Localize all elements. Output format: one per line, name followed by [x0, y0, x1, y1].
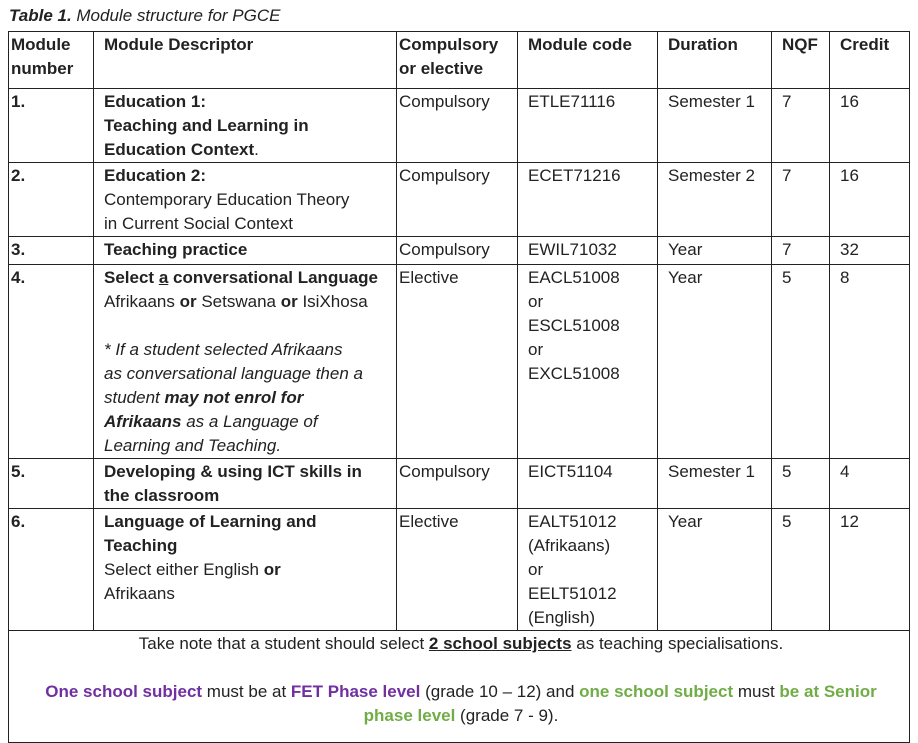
- module-nqf: 7: [772, 237, 830, 265]
- module-number: 6.: [9, 509, 94, 631]
- header-compulsory-or-elective: Compulsory or elective: [397, 32, 518, 89]
- table-row: [9, 509, 910, 631]
- caption-text: Module structure for PGCE: [71, 6, 281, 25]
- header-module-descriptor: Module Descriptor: [94, 32, 397, 89]
- module-structure-table: [8, 31, 910, 743]
- module-code: EACL51008 or ESCL51008 or EXCL51008: [518, 265, 658, 459]
- module-code: ETLE71116: [518, 89, 658, 163]
- module-descriptor: Teaching practice: [94, 237, 397, 265]
- footer-note-line-2: One school subject must be at FET Phase level (grade 10 – 12) and one school subject must be at Senior phase level (grade 7 - 9).: [45, 682, 877, 725]
- module-duration: Year: [658, 265, 772, 459]
- module-nqf: 5: [772, 459, 830, 509]
- table-row: [9, 89, 910, 163]
- module-descriptor: Education 2: Contemporary Education Theory in Current Social Context: [94, 163, 397, 237]
- module-number: 2.: [9, 163, 94, 237]
- module-type: Elective: [397, 265, 518, 459]
- module-descriptor: Education 1: Teaching and Learning in Education Context.: [94, 89, 397, 163]
- table-row: [9, 163, 910, 237]
- module-type: Elective: [397, 509, 518, 631]
- table-row: [9, 265, 910, 459]
- caption-label: Table 1.: [9, 6, 72, 25]
- module-descriptor: Select a conversational Language Afrikaans or Setswana or IsiXhosa * If a student selected Afrikaans as conversational language then a student may not enrol for Afrikaans as a Language of Learning and Teaching.: [94, 265, 397, 459]
- module-number: 5.: [9, 459, 94, 509]
- module-duration: Year: [658, 237, 772, 265]
- module-credit: 4: [830, 459, 910, 509]
- module-nqf: 5: [772, 265, 830, 459]
- module-duration: Semester 1: [658, 89, 772, 163]
- module-nqf: 7: [772, 89, 830, 163]
- module-descriptor: Language of Learning and Teaching Select either English or Afrikaans: [94, 509, 397, 631]
- table-row: [9, 459, 910, 509]
- module-nqf: 5: [772, 509, 830, 631]
- header-module-code: Module code: [518, 32, 658, 89]
- footer-note-line-1: Take note that a student should select 2 school subjects as teaching specialisations.: [138, 634, 784, 653]
- module-credit: 8: [830, 265, 910, 459]
- module-duration: Semester 2: [658, 163, 772, 237]
- module-code: ECET71216: [518, 163, 658, 237]
- module-type: Compulsory: [397, 163, 518, 237]
- module-credit: 16: [830, 163, 910, 237]
- module-type: Compulsory: [397, 89, 518, 163]
- module-duration: Year: [658, 509, 772, 631]
- header-row: [9, 32, 910, 89]
- table-caption: [9, 3, 280, 29]
- module-number: 4.: [9, 265, 94, 459]
- footer-note: [9, 631, 910, 743]
- module-number: 3.: [9, 237, 94, 265]
- module-type: Compulsory: [397, 237, 518, 265]
- module-number: 1.: [9, 89, 94, 163]
- module-credit: 32: [830, 237, 910, 265]
- module-credit: 16: [830, 89, 910, 163]
- module-credit: 12: [830, 509, 910, 631]
- header-duration: Duration: [658, 32, 772, 89]
- header-nqf: NQF: [772, 32, 830, 89]
- module-code: EALT51012 (Afrikaans) or EELT51012 (English): [518, 509, 658, 631]
- footer-note-row: [9, 631, 910, 743]
- table-row: [9, 237, 910, 265]
- module-type: Compulsory: [397, 459, 518, 509]
- header-module-number: Module number: [9, 32, 94, 89]
- module-code: EWIL71032: [518, 237, 658, 265]
- module-duration: Semester 1: [658, 459, 772, 509]
- header-credit: Credit: [830, 32, 910, 89]
- module-descriptor: Developing & using ICT skills in the classroom: [94, 459, 397, 509]
- module-nqf: 7: [772, 163, 830, 237]
- module-code: EICT51104: [518, 459, 658, 509]
